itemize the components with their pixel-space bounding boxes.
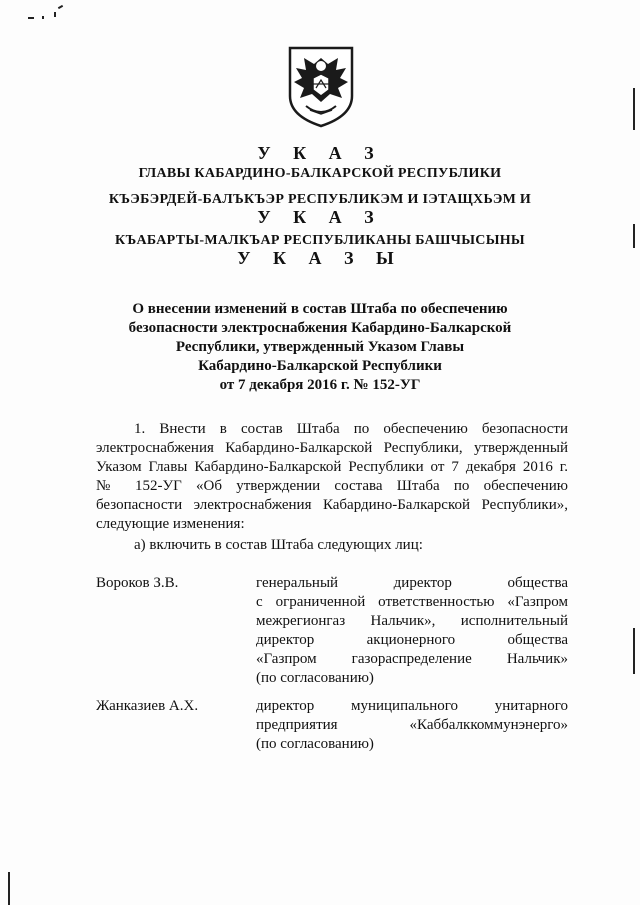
scan-speck xyxy=(42,16,44,19)
person-position-line: с ограниченной ответственностью «Газпром xyxy=(256,594,568,610)
decree-heading-kab: У К А З xyxy=(257,207,383,227)
paragraph-line: Указом Главы Кабардино-Балкарской Республики от 7 декабря 2016 г. xyxy=(96,459,568,475)
person-position-line: директор муниципального унитарного xyxy=(256,698,568,714)
person-position-line: «Газпром газораспределение Нальчик» xyxy=(256,651,568,667)
decree-title-line: О внесении изменений в состав Штаба по обеспечению xyxy=(132,301,508,317)
person-position-line: предприятия «Каббалккоммунэнерго» xyxy=(256,717,568,733)
person-position-line: (по согласованию) xyxy=(256,670,374,686)
paragraph-line: следующие изменения: xyxy=(96,516,245,532)
paragraph-line: безопасности электроснабжения Кабардино-Балкарской Республики», xyxy=(96,497,568,513)
person-name: Жанказиев А.Х. xyxy=(96,698,199,714)
person-position-line: генеральный директор общества xyxy=(256,575,568,591)
paragraph-line: 1. Внести в состав Штаба по обеспечению безопасности xyxy=(134,421,568,437)
coat-of-arms-icon xyxy=(286,44,356,128)
person-position-line: (по согласованию) xyxy=(256,736,374,752)
scan-speck xyxy=(28,17,34,19)
scan-edge-line xyxy=(633,88,635,130)
person-position-line: директор акционерного общества xyxy=(256,632,568,648)
person-name: Вороков З.В. xyxy=(96,575,179,591)
scan-edge-line xyxy=(8,872,10,905)
paragraph-line: а) включить в состав Штаба следующих лиц: xyxy=(134,537,423,553)
scan-edge-line xyxy=(633,628,635,674)
issuer-heading-balk: КЪАБАРТЫ-МАЛКЪАР РЕСПУБЛИКАНЫ БАШЧЫСЫНЫ xyxy=(115,233,525,248)
issuer-heading-kab: КЪЭБЭРДЕЙ-БАЛЪКЪЭР РЕСПУБЛИКЭМ И ІЭТАЩХЬЭМ И xyxy=(108,192,532,207)
decree-title-line: безопасности электроснабжения Кабардино-Балкарской xyxy=(128,320,512,336)
decree-heading-balk: У К А З Ы xyxy=(237,248,403,268)
paragraph-line: электроснабжения Кабардино-Балкарской Республики, утвержденный xyxy=(96,440,568,456)
scan-speck xyxy=(58,5,63,9)
issuer-heading-ru: ГЛАВЫ КАБАРДИНО-БАЛКАРСКОЙ РЕСПУБЛИКИ xyxy=(138,166,502,181)
decree-title-line: Республики, утвержденный Указом Главы xyxy=(175,339,465,355)
decree-heading: У К А З xyxy=(257,143,383,163)
decree-title-line: от 7 декабря 2016 г. № 152-УГ xyxy=(219,377,421,393)
scan-speck xyxy=(54,12,56,17)
decree-title-line: Кабардино-Балкарской Республики xyxy=(198,358,442,374)
paragraph-line: № 152-УГ «Об утверждении состава Штаба по обеспечению xyxy=(96,478,568,494)
person-position-line: межрегионгаз Нальчик», исполнительный xyxy=(256,613,568,629)
